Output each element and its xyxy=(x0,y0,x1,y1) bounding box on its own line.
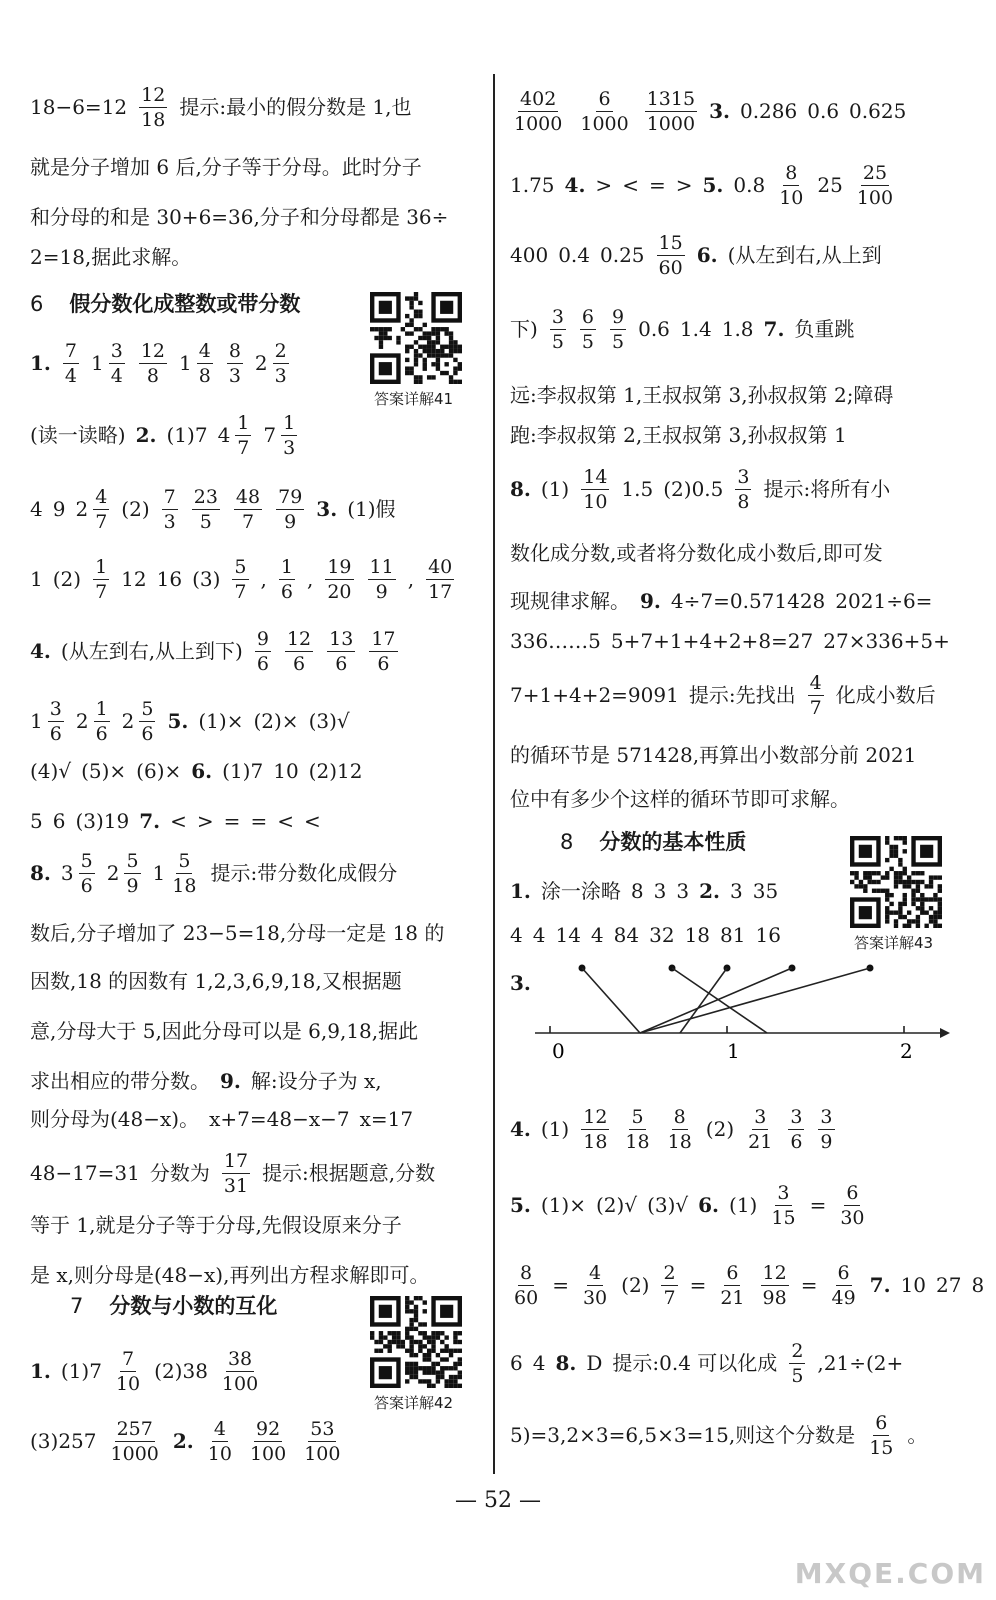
mixed-number: 1 $\frac{5}{18}$ xyxy=(152,849,197,897)
column-divider xyxy=(493,74,495,1474)
fraction: $\frac{12}{18}$ xyxy=(141,83,166,131)
question-number: 2. xyxy=(699,879,720,903)
tick-label: 2 xyxy=(900,1039,913,1063)
answer-line xyxy=(510,918,791,952)
answer-text: 7+1+4+2=9091 xyxy=(510,683,679,707)
fraction: $\frac{4}{30}$ xyxy=(582,1261,608,1309)
fraction: $\frac{3}{5}$ xyxy=(551,305,564,353)
answer-text: x=17 xyxy=(359,1107,414,1131)
fraction: $\frac{9}{6}$ xyxy=(256,627,269,675)
answer-text: 下) xyxy=(510,317,538,341)
tick-label: 0 xyxy=(552,1039,565,1063)
answer-text: D xyxy=(586,1351,603,1375)
answer-text: 。 xyxy=(907,1423,928,1447)
answer-text: < xyxy=(303,809,321,833)
question-number: 6. xyxy=(696,243,718,267)
fraction: $\frac{1}{6}$ xyxy=(280,555,293,603)
answer-line xyxy=(30,485,406,533)
answer-text: 解:设分子为 x, xyxy=(250,1069,382,1093)
question-number: 3. xyxy=(709,99,730,123)
fraction: $\frac{7}{10}$ xyxy=(115,1347,141,1395)
answer-text: 提示:先找出 xyxy=(688,683,796,707)
answer-text: = xyxy=(552,1273,569,1297)
answer-text: 0.4 xyxy=(558,243,590,267)
section-heading: 6 假分数化成整数或带分数 xyxy=(30,292,301,316)
fraction: $\frac{6}{49}$ xyxy=(831,1261,856,1309)
answer-text: 10 xyxy=(273,759,299,783)
answer-text: 3 xyxy=(653,879,667,903)
question-number: 6. xyxy=(191,759,213,783)
answer-text: 0.6 xyxy=(638,317,670,341)
answer-line xyxy=(510,1181,879,1229)
answer-line xyxy=(510,536,893,570)
answer-text: 25 xyxy=(817,173,843,197)
answer-text: (5)× xyxy=(81,759,127,783)
answer-text: (3) xyxy=(192,567,221,591)
fraction: $\frac{257}{1000}$ xyxy=(110,1417,159,1465)
question-number: 8. xyxy=(510,477,531,501)
answer-line xyxy=(510,1411,937,1459)
connector-line xyxy=(640,968,792,1033)
answer-text: > xyxy=(196,809,214,833)
answer-text: 数化成分数,或者将分数化成小数后,即可发 xyxy=(510,541,883,565)
answer-text: 16 xyxy=(156,567,183,591)
answer-text: = xyxy=(689,1273,707,1297)
answer-text: 分数为 xyxy=(149,1161,210,1185)
answer-text: 4 xyxy=(532,1351,546,1375)
answer-text: 涂一涂略 xyxy=(540,879,621,903)
answer-text: 3 xyxy=(676,879,690,903)
answer-text: 提示:根据题意,分数 xyxy=(262,1161,436,1185)
answer-line xyxy=(510,624,960,658)
connector-line xyxy=(582,968,640,1033)
answer-line xyxy=(30,804,331,838)
fraction: $\frac{402}{1000}$ xyxy=(514,87,563,135)
answer-text: 1 xyxy=(30,567,43,591)
answer-text: x+7=48−x−7 xyxy=(209,1107,350,1131)
answer-text: 0.25 xyxy=(600,243,645,267)
answer-line xyxy=(510,584,942,618)
answer-line xyxy=(30,1258,439,1292)
answer-line xyxy=(510,671,946,719)
answer-line xyxy=(510,305,864,353)
answer-text: 现规律求解。 xyxy=(510,589,630,613)
answer-text: (2) xyxy=(121,497,150,521)
answer-text: 提示:最小的假分数是 1,也 xyxy=(179,95,412,119)
answer-text: (1)7 xyxy=(222,759,264,783)
question-number: 9. xyxy=(640,589,661,613)
answer-line xyxy=(30,697,360,745)
answer-line xyxy=(30,240,201,274)
answer-text: 32 xyxy=(649,923,675,947)
fraction: $\frac{6}{15}$ xyxy=(869,1411,894,1459)
answer-text: (读一读略) xyxy=(30,423,126,447)
answer-text: 则分母为(48−x)。 xyxy=(30,1107,200,1131)
answer-line xyxy=(510,231,892,279)
fraction: $\frac{6}{1000}$ xyxy=(580,87,629,135)
fraction: $\frac{2}{5}$ xyxy=(791,1339,804,1387)
answer-text: 5+7+1+4+2+8=27 xyxy=(610,629,814,653)
answer-line xyxy=(30,1149,445,1197)
answer-line xyxy=(30,916,454,950)
fraction: $\frac{11}{9}$ xyxy=(369,555,394,603)
answer-text: 6 xyxy=(510,1351,523,1375)
section-heading: 7 分数与小数的互化 xyxy=(70,1294,278,1318)
answer-text: 位中有多少个这样的循环节即可求解。 xyxy=(510,787,850,811)
question-number: 4. xyxy=(564,173,586,197)
answer-text: , xyxy=(306,567,314,591)
answer-line xyxy=(30,83,422,131)
question-number: 1. xyxy=(30,1359,51,1383)
fraction: $\frac{3}{9}$ xyxy=(820,1105,833,1153)
watermark: MXQE.COM xyxy=(794,1557,986,1590)
answer-text: 的循环节是 571428,再算出小数部分前 2021 xyxy=(510,743,917,767)
fraction: $\frac{8}{10}$ xyxy=(779,161,804,209)
mixed-number: 2 $\frac{5}{6}$ xyxy=(121,697,154,745)
question-number: 5. xyxy=(702,173,724,197)
answer-text: , xyxy=(260,567,267,591)
answer-line xyxy=(30,1347,272,1395)
question-number: 1. xyxy=(30,351,51,375)
answer-text: 因数,18 的因数有 1,2,3,6,9,18,又根据题 xyxy=(30,969,402,993)
qr-code-icon[interactable] xyxy=(370,1296,462,1388)
question-number: 1. xyxy=(510,879,531,903)
fraction: $\frac{1315}{1000}$ xyxy=(646,87,696,135)
answer-line xyxy=(510,738,926,772)
question-number: 4. xyxy=(510,1117,531,1141)
fraction: $\frac{38}{100}$ xyxy=(221,1347,259,1395)
answer-text: , xyxy=(407,567,415,591)
answer-text: 3 xyxy=(729,879,743,903)
tick-label: 1 xyxy=(727,1039,740,1063)
qr-code-icon[interactable] xyxy=(370,292,462,384)
fraction: $\frac{3}{15}$ xyxy=(771,1181,796,1229)
fraction: $\frac{15}{60}$ xyxy=(658,231,683,279)
fraction: $\frac{8}{18}$ xyxy=(667,1105,692,1153)
answer-line xyxy=(510,87,916,135)
fraction: $\frac{17}{31}$ xyxy=(223,1149,249,1197)
mixed-number: 7 $\frac{1}{3}$ xyxy=(263,411,296,459)
fraction: $\frac{2}{7}$ xyxy=(663,1261,676,1309)
answer-text: (3)19 xyxy=(75,809,130,833)
answer-text: 提示:0.4 可以化成 xyxy=(612,1351,778,1375)
answer-text: (3)√ xyxy=(308,709,350,733)
answer-text: (2) xyxy=(705,1117,735,1141)
answer-text: 14 xyxy=(555,923,581,947)
answer-text: 数后,分子增加了 23−5=18,分母一定是 18 的 xyxy=(30,921,445,945)
answer-line xyxy=(510,1261,994,1309)
answer-text: 5)=3,2×3=6,5×3=15,则这个分数是 xyxy=(510,1423,856,1447)
question-number: 7. xyxy=(139,809,161,833)
answer-text: 1.8 xyxy=(721,317,754,341)
answer-text: 是 x,则分母是(48−x),再列出方程求解即可。 xyxy=(30,1263,430,1287)
fraction: $\frac{48}{7}$ xyxy=(235,485,261,533)
answer-text: = xyxy=(250,809,268,833)
question-number: 7. xyxy=(763,317,785,341)
answer-text: 0.8 xyxy=(733,173,766,197)
answer-text: 跑:李叔叔第 2,王叔叔第 3,孙叔叔第 1 xyxy=(510,423,847,447)
fraction: $\frac{13}{6}$ xyxy=(329,627,354,675)
axis-arrow xyxy=(940,1028,950,1038)
answer-line xyxy=(510,378,903,412)
answer-line xyxy=(510,465,900,513)
answer-line xyxy=(510,874,788,908)
answer-line xyxy=(30,555,466,603)
fraction: $\frac{6}{30}$ xyxy=(840,1181,865,1229)
answer-text: 18−6=12 xyxy=(30,95,128,119)
answer-text: < xyxy=(170,809,187,833)
answer-text: < xyxy=(622,173,639,197)
connector-line xyxy=(640,968,870,1033)
answer-text: 4 xyxy=(30,497,43,521)
mixed-number: 2 $\frac{4}{7}$ xyxy=(75,485,108,533)
question-number: 8. xyxy=(30,861,51,885)
question-number: 4. xyxy=(30,639,51,663)
answer-text: (3)√ xyxy=(647,1193,689,1217)
fraction: $\frac{40}{17}$ xyxy=(428,555,453,603)
fraction: $\frac{17}{6}$ xyxy=(371,627,396,675)
fraction: $\frac{53}{100}$ xyxy=(304,1417,341,1465)
answer-text: = xyxy=(648,173,666,197)
answer-line xyxy=(30,1064,392,1098)
answer-text: 336……5 xyxy=(510,629,601,653)
fraction: $\frac{4}{7}$ xyxy=(809,671,822,719)
fraction: $\frac{4}{10}$ xyxy=(207,1417,232,1465)
fraction: $\frac{5}{18}$ xyxy=(625,1105,650,1153)
number-line-diagram xyxy=(530,956,970,1076)
question-number: 5. xyxy=(510,1193,531,1217)
answer-line xyxy=(30,1208,412,1242)
mixed-number: 2 $\frac{2}{3}$ xyxy=(254,339,287,387)
answer-line xyxy=(30,150,432,184)
answer-text: 16 xyxy=(755,923,781,947)
qr-answer-label: 答案详解42 xyxy=(374,1394,454,1412)
answer-text: (从左到右,从上到下) xyxy=(60,639,243,663)
mixed-number: 4 $\frac{1}{7}$ xyxy=(217,411,250,459)
answer-text: 求出相应的带分数。 xyxy=(30,1069,210,1093)
mixed-number: 1 $\frac{3}{6}$ xyxy=(30,697,62,745)
section-heading: 8 分数的基本性质 xyxy=(560,830,747,854)
fraction: $\frac{12}{18}$ xyxy=(583,1105,608,1153)
answer-text: 400 xyxy=(510,243,549,267)
answer-text: (1) xyxy=(729,1193,758,1217)
answer-text: 6 xyxy=(52,809,66,833)
answer-text: (2)0.5 xyxy=(663,477,724,501)
answer-text: 1.75 xyxy=(510,173,555,197)
answer-text: ,21÷(2+ xyxy=(817,1351,904,1375)
answer-text: = xyxy=(800,1273,818,1297)
answer-text: < xyxy=(277,809,294,833)
answer-text: (从左到右,从上到 xyxy=(727,243,882,267)
answer-line xyxy=(30,849,407,897)
answer-text: (3)257 xyxy=(30,1429,97,1453)
answer-text: 27×336+5+ xyxy=(823,629,950,653)
question-number: 5. xyxy=(167,709,189,733)
question-number: 7. xyxy=(869,1273,891,1297)
answer-line xyxy=(30,627,410,675)
answer-line xyxy=(30,964,412,998)
answer-text: 4 xyxy=(590,923,604,947)
answer-text: 远:李叔叔第 1,王叔叔第 3,孙叔叔第 2;障碍 xyxy=(510,383,894,407)
answer-text: (2) xyxy=(52,567,82,591)
answer-text: 81 xyxy=(720,923,746,947)
answer-text: (1)× xyxy=(198,709,244,733)
fraction: $\frac{12}{8}$ xyxy=(140,339,165,387)
answer-text: 35 xyxy=(752,879,779,903)
answer-text: (6)× xyxy=(136,759,182,783)
answer-text: 4 xyxy=(532,923,546,947)
question-number: 2. xyxy=(172,1429,194,1453)
qr-answer-label: 答案详解41 xyxy=(374,390,454,408)
answer-text: 4÷7=0.571428 xyxy=(670,589,826,613)
fraction: $\frac{19}{20}$ xyxy=(327,555,352,603)
mixed-number: 1 $\frac{4}{8}$ xyxy=(179,339,211,387)
mixed-number: 2 $\frac{5}{9}$ xyxy=(106,849,139,897)
answer-line xyxy=(510,161,907,209)
answer-text: 2=18,据此求解。 xyxy=(30,245,192,269)
answer-text: 5 xyxy=(30,809,43,833)
answer-text: = xyxy=(223,809,241,833)
fraction: $\frac{6}{5}$ xyxy=(581,305,594,353)
answer-text: 化成小数后 xyxy=(835,683,936,707)
answer-text: 4 xyxy=(510,923,523,947)
fraction: $\frac{1}{7}$ xyxy=(95,555,108,603)
answer-text: 0.286 xyxy=(739,99,798,123)
answer-text: (1)7 xyxy=(60,1359,102,1383)
answer-line xyxy=(30,754,372,788)
answer-text: 就是分子增加 6 后,分子等于分母。此时分子 xyxy=(30,155,422,179)
answer-text: 和分母的和是 30+6=36,分子和分母都是 36÷ xyxy=(30,205,449,229)
answer-line xyxy=(510,782,860,816)
qr-answer-label: 答案详解43 xyxy=(854,934,934,952)
answer-line xyxy=(510,418,857,452)
page-number: — 52 — xyxy=(455,1488,541,1513)
answer-text: 2021÷6= xyxy=(835,589,933,613)
answer-line xyxy=(30,1102,423,1136)
question-number: 9. xyxy=(220,1069,241,1093)
answer-text: 提示:带分数化成假分 xyxy=(210,861,398,885)
answer-text: 8 xyxy=(971,1273,985,1297)
answer-text: (2)√ xyxy=(595,1193,638,1217)
answer-text: 负重跳 xyxy=(794,317,855,341)
answer-text: (1)× xyxy=(540,1193,586,1217)
fraction: $\frac{6}{21}$ xyxy=(720,1261,745,1309)
mixed-number: 1 $\frac{3}{4}$ xyxy=(90,339,123,387)
answer-line xyxy=(30,1014,428,1048)
answer-text: 27 xyxy=(936,1273,962,1297)
answer-text: (4)√ xyxy=(30,759,72,783)
fraction: $\frac{12}{6}$ xyxy=(286,627,312,675)
answer-text: > xyxy=(595,173,613,197)
fraction: $\frac{3}{8}$ xyxy=(737,465,750,513)
answer-text: (1) xyxy=(540,477,570,501)
answer-text: 1.5 xyxy=(621,477,654,501)
answer-text: (2)× xyxy=(253,709,299,733)
mixed-number: 3 $\frac{5}{6}$ xyxy=(60,849,93,897)
question-number: 6. xyxy=(698,1193,720,1217)
answer-text: 9 xyxy=(52,497,66,521)
answer-text: 1.4 xyxy=(679,317,712,341)
answer-line xyxy=(30,200,458,234)
answer-text: > xyxy=(675,173,693,197)
answer-text: (1)7 xyxy=(166,423,208,447)
question-number: 3. xyxy=(316,497,338,521)
fraction: $\frac{9}{5}$ xyxy=(612,305,625,353)
answer-text: 8 xyxy=(630,879,644,903)
answer-line xyxy=(510,1105,847,1153)
answer-text: (2)12 xyxy=(308,759,363,783)
answer-line xyxy=(30,339,301,387)
fraction: $\frac{8}{3}$ xyxy=(228,339,241,387)
answer-text: 0.6 xyxy=(807,99,840,123)
answer-line xyxy=(30,411,309,459)
fraction: $\frac{12}{98}$ xyxy=(762,1261,787,1309)
fraction: $\frac{92}{100}$ xyxy=(249,1417,287,1465)
answer-text: (2) xyxy=(621,1273,650,1297)
answer-text: 84 xyxy=(613,923,640,947)
answer-line xyxy=(30,1417,354,1465)
answer-text: 12 xyxy=(121,567,147,591)
fraction: $\frac{23}{5}$ xyxy=(193,485,218,533)
fraction: $\frac{7}{4}$ xyxy=(64,339,77,387)
answer-text: (1) xyxy=(540,1117,570,1141)
answer-text: 18 xyxy=(684,923,711,947)
qr-code-icon[interactable] xyxy=(850,836,942,928)
fraction: $\frac{14}{10}$ xyxy=(583,465,608,513)
question-number: 3. xyxy=(510,971,531,995)
question-number: 2. xyxy=(135,423,157,447)
answer-line xyxy=(510,1339,913,1387)
answer-text: = xyxy=(809,1193,827,1217)
answer-text: 0.625 xyxy=(849,99,907,123)
fraction: $\frac{5}{7}$ xyxy=(234,555,247,603)
answer-text: 等于 1,就是分子等于分母,先假设原来分子 xyxy=(30,1213,402,1237)
fraction: $\frac{25}{100}$ xyxy=(856,161,894,209)
answer-text: 提示:将所有小 xyxy=(763,477,891,501)
fraction: $\frac{3}{6}$ xyxy=(790,1105,803,1153)
fraction: $\frac{8}{60}$ xyxy=(514,1261,539,1309)
fraction: $\frac{79}{9}$ xyxy=(278,485,303,533)
answer-text: (2)38 xyxy=(154,1359,208,1383)
answer-text: (1)假 xyxy=(347,497,396,521)
mixed-number: 2 $\frac{1}{6}$ xyxy=(75,697,108,745)
answer-text: 48−17=31 xyxy=(30,1161,140,1185)
answer-text: 10 xyxy=(900,1273,927,1297)
question-number: 8. xyxy=(555,1351,577,1375)
fraction: $\frac{7}{3}$ xyxy=(163,485,176,533)
answer-text: 意,分母大于 5,因此分母可以是 6,9,18,据此 xyxy=(30,1019,419,1043)
fraction: $\frac{3}{21}$ xyxy=(748,1105,773,1153)
